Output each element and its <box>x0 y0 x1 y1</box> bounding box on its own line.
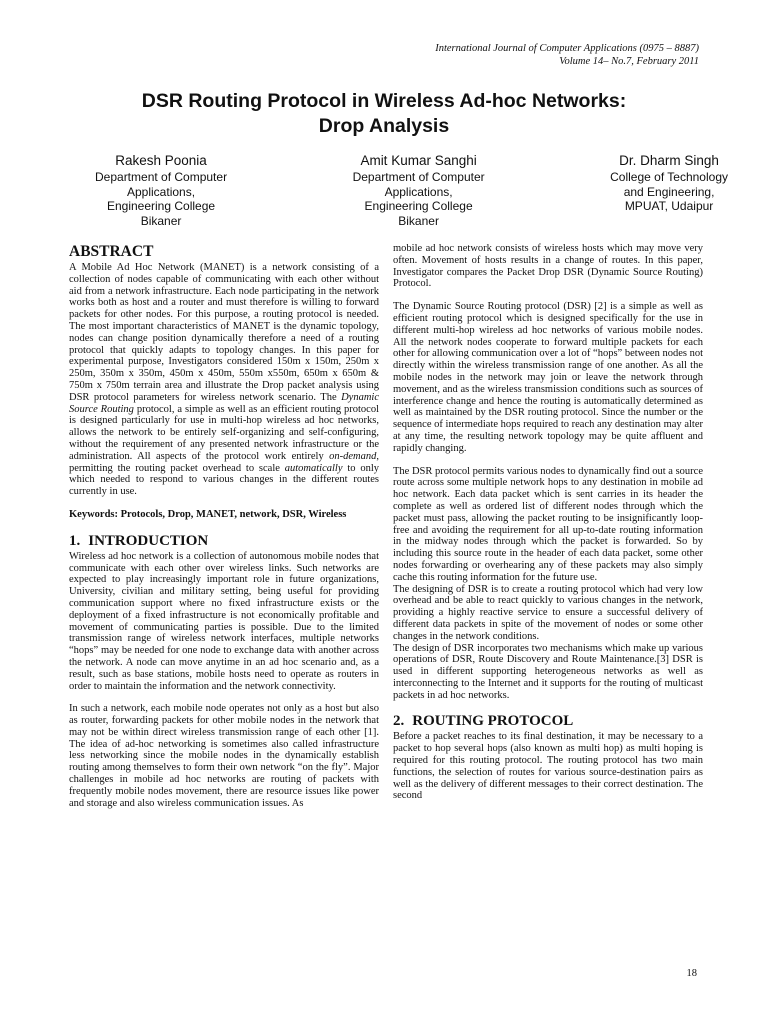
title-line-1: DSR Routing Protocol in Wireless Ad-hoc Networks: <box>141 90 627 112</box>
author-affiliation: Bikaner <box>398 213 439 228</box>
body-paragraph: Wireless ad hoc network is a collection of autonomous mobile nodes that communicate with each other over wireless links. Such networks are expected to play increasingly important role in future organizations, University, civilian and military setting, being useful for providing communication support where no fixed infrastructure exists or the deployment of a fixed infrastructure is not economically profitable and movement of communicating parties is possible. Due to the limited transmission range of wireless network interfaces, multiple networks “hops” may be needed for one node to exchange data with another across the network. A node can move anytime in an ad hoc scenario and, as a result, such as base stations, mobile hosts need to operate as routers in order to maintain the information and the network connectivity. <box>69 550 379 692</box>
author-affiliation: Engineering College <box>106 199 216 213</box>
paper-title <box>40 89 728 139</box>
section-title: INTRODUCTION <box>88 532 209 549</box>
author-name: Rakesh Poonia <box>115 153 207 168</box>
author-affiliation: and Engineering, <box>623 184 715 199</box>
abstract-paragraph <box>69 262 379 498</box>
body-paragraph: The DSR protocol permits various nodes to dynamically find out a source route across some multiple network hops to any destination in mobile ad hoc network. Each data packet which is sent carries in its header the complete as well as ordered list of different nodes through which the packet must pass, allowing the packet routing to be insignificantly loop-free and avoiding the requirement for all up-to-date routing information in the midway nodes through which the packet is forwarded. So by including this source route in the header of each data packet, some other nodes forwarding or overhearing any of these packets may also simply cache this routing information for the future use. <box>393 465 703 583</box>
title-line-2: Drop Analysis <box>318 115 450 137</box>
section-number: 2. <box>393 713 405 730</box>
author-affiliation: MPUAT, Udaipur <box>624 199 714 213</box>
body-paragraph: Before a packet reaches to its final destination, it may be necessary to a packet to hop several hops (also known as multi hop) as multi hoping is required for this routing protocol. The routing protocol has two main functions, the selection of routes for various source-destination pairs as well as the delivery of different messages to their correct destination. The second <box>393 731 703 802</box>
journal-volume: Volume 14– No.7, February 2011 <box>559 56 699 67</box>
section-heading-introduction <box>69 532 379 550</box>
journal-header <box>435 42 699 68</box>
body-paragraph: In such a network, each mobile node operates not only as a host but also as router, forwarding packets for other mobile nodes in the network that may not be within direct wireless transmission range of each other [1]. The idea of ad-hoc networking is sometimes also called infrastructure less networking since the mobile nodes in the dynamically establish routing among themselves to form their own network “on the fly”. Major challenges in mobile ad hoc networks are routing of packets with frequently mobile nodes movement, there are resource issues like power and storage and also wireless communication issues. As <box>69 703 379 809</box>
author-affiliation: College of Technology <box>610 170 728 184</box>
abstract-text: A Mobile Ad Hoc Network (MANET) is a network consisting of a collection of nodes capable of communicating with each other without aid from a network infrastructure. Each node participating in the network works both as host and a router and must therefore is willing to forward packets for other nodes. For this purpose, a routing protocol is needed. The most important characteristics of MANET is the dynamic topology, nodes can change position dynamically therefore a need of a routing protocol that quickly adapts to topology changes. In this paper for experimental purpose, Investigators considered 150m x 150m, 250m x 250m, 350m x 350m, 450m x 450m, 550m x550m, 650m x 650m & 750m x 750m terrain area and illustrate the Drop packet analysis using DSR protocol parameters for wireless network scenario. The <box>69 262 379 403</box>
author-2 <box>353 152 485 228</box>
section-number: 1. <box>69 532 81 549</box>
body-paragraph: mobile ad hoc network consists of wireless hosts which may move very often. Movement of hosts results in a change of routes. In this paper, Investigator compares the Packet Drop DSR (Dynamic Source Routing) Protocol. <box>393 243 703 290</box>
author-1 <box>95 152 227 228</box>
section-title: ROUTING PROTOCOL <box>412 713 574 730</box>
abstract-emphasis: Dynamic Source Routing <box>69 391 379 415</box>
page-number: 18 <box>686 968 697 979</box>
body-paragraph: The Dynamic Source Routing protocol (DSR) [2] is a simple as well as efficient routing protocol which is designed specifically for the use in different multi-hop wireless ad hoc networks of various mobile nodes. All the network nodes cooperate to forward multiple packets for each other for allowing communication over a lot of “hops” between nodes not directly within the wireless transmission range of one another. As all the mobile nodes in the network may join or leave the network through movement, and as the wireless transmission conditions such as sources of interference change and hence the routing is automatically determined as well as maintained by the DSR routing protocol. Since the number or the sequence of intermediate hops required to reach any destination may alter at any time, the resulting network topology may be quite affluent and rapidly changing. <box>393 301 703 454</box>
author-name: Dr. Dharm Singh <box>619 153 719 168</box>
abstract-text: to only which needed to respond to various changes in the different routes currently in use. <box>69 462 379 498</box>
author-affiliation: Applications, <box>384 184 453 199</box>
abstract-text: protocol, a simple as well as an efficient routing protocol is designed particularly for use in multi-hop wireless ad hoc networks, allows the network to be entirely self-organizing and self-configuring, without the requirement of any presented network infrastructure or the administration. All aspects of the protocol work entirely <box>69 403 379 462</box>
body-paragraph: The design of DSR incorporates two mechanisms which make up various operations of DSR, Route Discovery and Route Maintenance.[3] DSR is used in different supporting heterogeneous networks as well as interconnecting to the Internet and it supports for the routing of multicast packets in ad hoc networks. <box>393 642 703 701</box>
author-affiliation: Department of Computer <box>95 170 228 184</box>
keywords: Keywords: Protocols, Drop, MANET, network, DSR, Wireless <box>69 508 347 520</box>
journal-name: International Journal of Computer Applications (0975 – 8887) <box>435 43 699 54</box>
author-list <box>95 152 728 228</box>
abstract-text: , permitting the routing packet overhead to scale <box>69 450 379 474</box>
section-heading-routing-protocol <box>393 712 703 730</box>
right-column <box>393 243 703 802</box>
author-3 <box>610 152 728 228</box>
body-paragraph: The designing of DSR is to create a routing protocol which had very low overhead and be able to react quickly to various changes in the network, providing a highly reactive service to ensure a successful delivery of different data packets in spite of the movement of nodes or some other changes in the network conditions. <box>393 583 703 642</box>
left-column <box>69 243 379 809</box>
author-affiliation: Applications, <box>127 184 196 199</box>
author-affiliation: Department of Computer <box>352 170 485 184</box>
abstract-emphasis: on-demand <box>329 450 377 462</box>
author-name: Amit Kumar Sanghi <box>360 153 477 168</box>
author-affiliation: Engineering College <box>364 199 473 213</box>
abstract-heading: ABSTRACT <box>69 243 154 260</box>
author-affiliation: Bikaner <box>140 213 182 228</box>
abstract-emphasis: automatically <box>284 462 343 474</box>
